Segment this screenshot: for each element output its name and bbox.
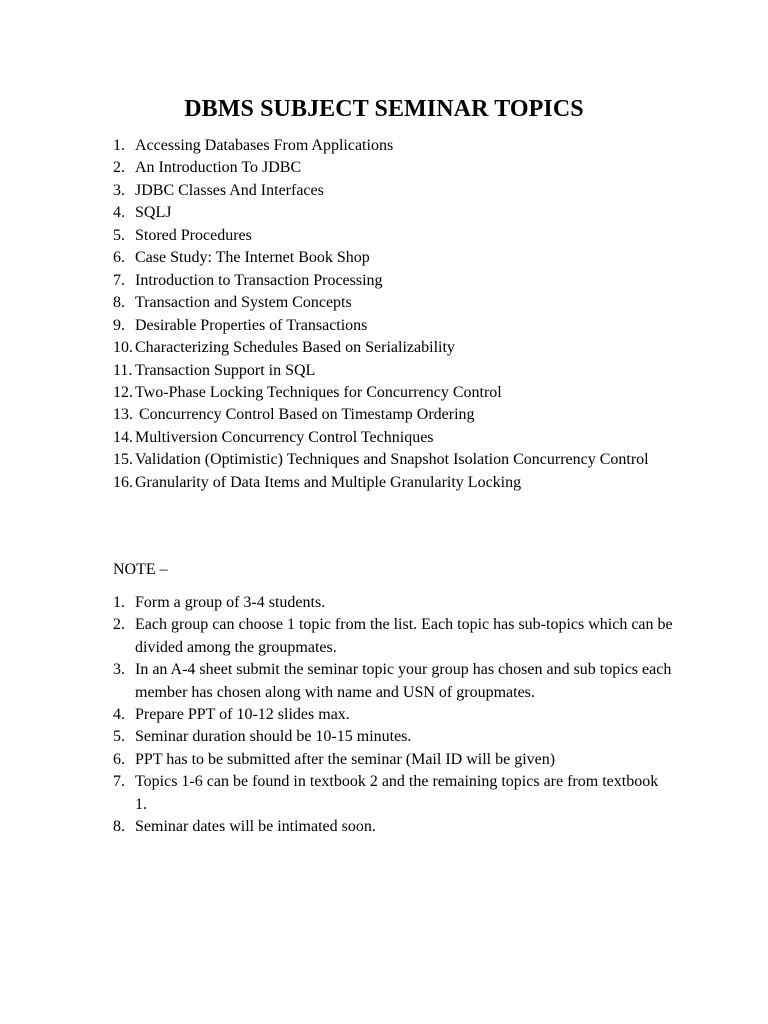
list-item: [113, 472, 673, 494]
list-item: [113, 771, 673, 816]
topics-list: [113, 135, 673, 494]
list-item: [113, 315, 673, 337]
item-text: Accessing Databases From Applications: [135, 137, 394, 154]
item-text: Desirable Properties of Transactions: [135, 316, 368, 334]
list-item: [113, 449, 673, 471]
note-heading: NOTE –: [113, 561, 168, 578]
item-number: 10.: [113, 339, 133, 357]
item-text: SQLJ: [135, 204, 172, 222]
item-number: 7.: [113, 773, 125, 791]
item-number: 6.: [113, 750, 125, 768]
list-item: [113, 404, 673, 426]
item-number: 1.: [113, 137, 125, 154]
list-item: [113, 202, 673, 224]
item-number: 3.: [113, 181, 125, 199]
page-title: DBMS SUBJECT SEMINAR TOPICS: [184, 96, 584, 122]
list-item: [113, 360, 673, 382]
item-number: 2.: [113, 616, 125, 634]
item-text: Topics 1-6 can be found in textbook 2 and the remaining topics are from textbook 1.: [135, 773, 659, 813]
item-text: In an A-4 sheet submit the seminar topic your group has chosen and sub topics each member has chosen along with name and USN of groupmates.: [135, 661, 672, 701]
item-number: 3.: [113, 661, 125, 679]
item-text: Form a group of 3-4 students.: [135, 594, 326, 611]
item-number: 2.: [113, 159, 125, 177]
item-number: 8.: [113, 294, 125, 312]
list-item: [113, 659, 673, 704]
list-item: [113, 270, 673, 292]
item-number: 15.: [113, 451, 133, 469]
list-item: [113, 382, 673, 404]
item-number: 6.: [113, 249, 125, 267]
list-item: [113, 292, 673, 314]
list-item: [113, 726, 673, 748]
item-text: Prepare PPT of 10-12 slides max.: [135, 706, 350, 724]
item-text: Granularity of Data Items and Multiple Granularity Locking: [135, 473, 522, 491]
list-item: [113, 704, 673, 726]
item-text: Concurrency Control Based on Timestamp Ordering: [135, 406, 475, 424]
item-number: 7.: [113, 271, 125, 289]
item-number: 13.: [113, 406, 133, 424]
item-number: 14.: [113, 428, 133, 446]
notes-list: [113, 592, 673, 838]
item-number: 4.: [113, 706, 125, 724]
item-number: 8.: [113, 818, 125, 836]
list-item: [113, 225, 673, 247]
item-text: Transaction and System Concepts: [135, 294, 352, 312]
list-item: [113, 157, 673, 179]
item-number: 12.: [113, 383, 133, 401]
list-item: [113, 180, 673, 202]
list-item: [113, 247, 673, 269]
list-item: [113, 592, 673, 614]
item-text: Validation (Optimistic) Techniques and Snapshot Isolation Concurrency Control: [135, 451, 649, 469]
list-item: [113, 337, 673, 359]
item-text: Introduction to Transaction Processing: [135, 271, 383, 289]
item-text: Characterizing Schedules Based on Serializability: [135, 339, 455, 357]
item-text: Seminar duration should be 10-15 minutes.: [135, 728, 412, 746]
list-item: [113, 427, 673, 449]
item-text: PPT has to be submitted after the seminar (Mail ID will be given): [135, 750, 556, 768]
item-number: 4.: [113, 204, 125, 222]
item-text: Seminar dates will be intimated soon.: [135, 818, 376, 836]
list-item: [113, 749, 673, 771]
list-item: [113, 816, 673, 838]
item-text: Each group can choose 1 topic from the list. Each topic has sub-topics which can be divided among the groupmates.: [135, 616, 673, 656]
item-number: 9.: [113, 316, 125, 334]
item-text: Multiversion Concurrency Control Techniques: [135, 428, 434, 446]
item-text: Case Study: The Internet Book Shop: [135, 249, 370, 267]
item-text: Stored Procedures: [135, 226, 252, 244]
item-number: 5.: [113, 226, 125, 244]
item-text: JDBC Classes And Interfaces: [135, 181, 324, 199]
item-number: 1.: [113, 594, 125, 611]
item-text: An Introduction To JDBC: [135, 159, 302, 177]
item-number: 11.: [113, 361, 133, 379]
list-item: [113, 135, 673, 157]
item-text: Transaction Support in SQL: [135, 361, 316, 379]
item-number: 16.: [113, 473, 133, 491]
item-text: Two-Phase Locking Techniques for Concurrency Control: [135, 383, 502, 401]
list-item: [113, 614, 673, 659]
item-number: 5.: [113, 728, 125, 746]
